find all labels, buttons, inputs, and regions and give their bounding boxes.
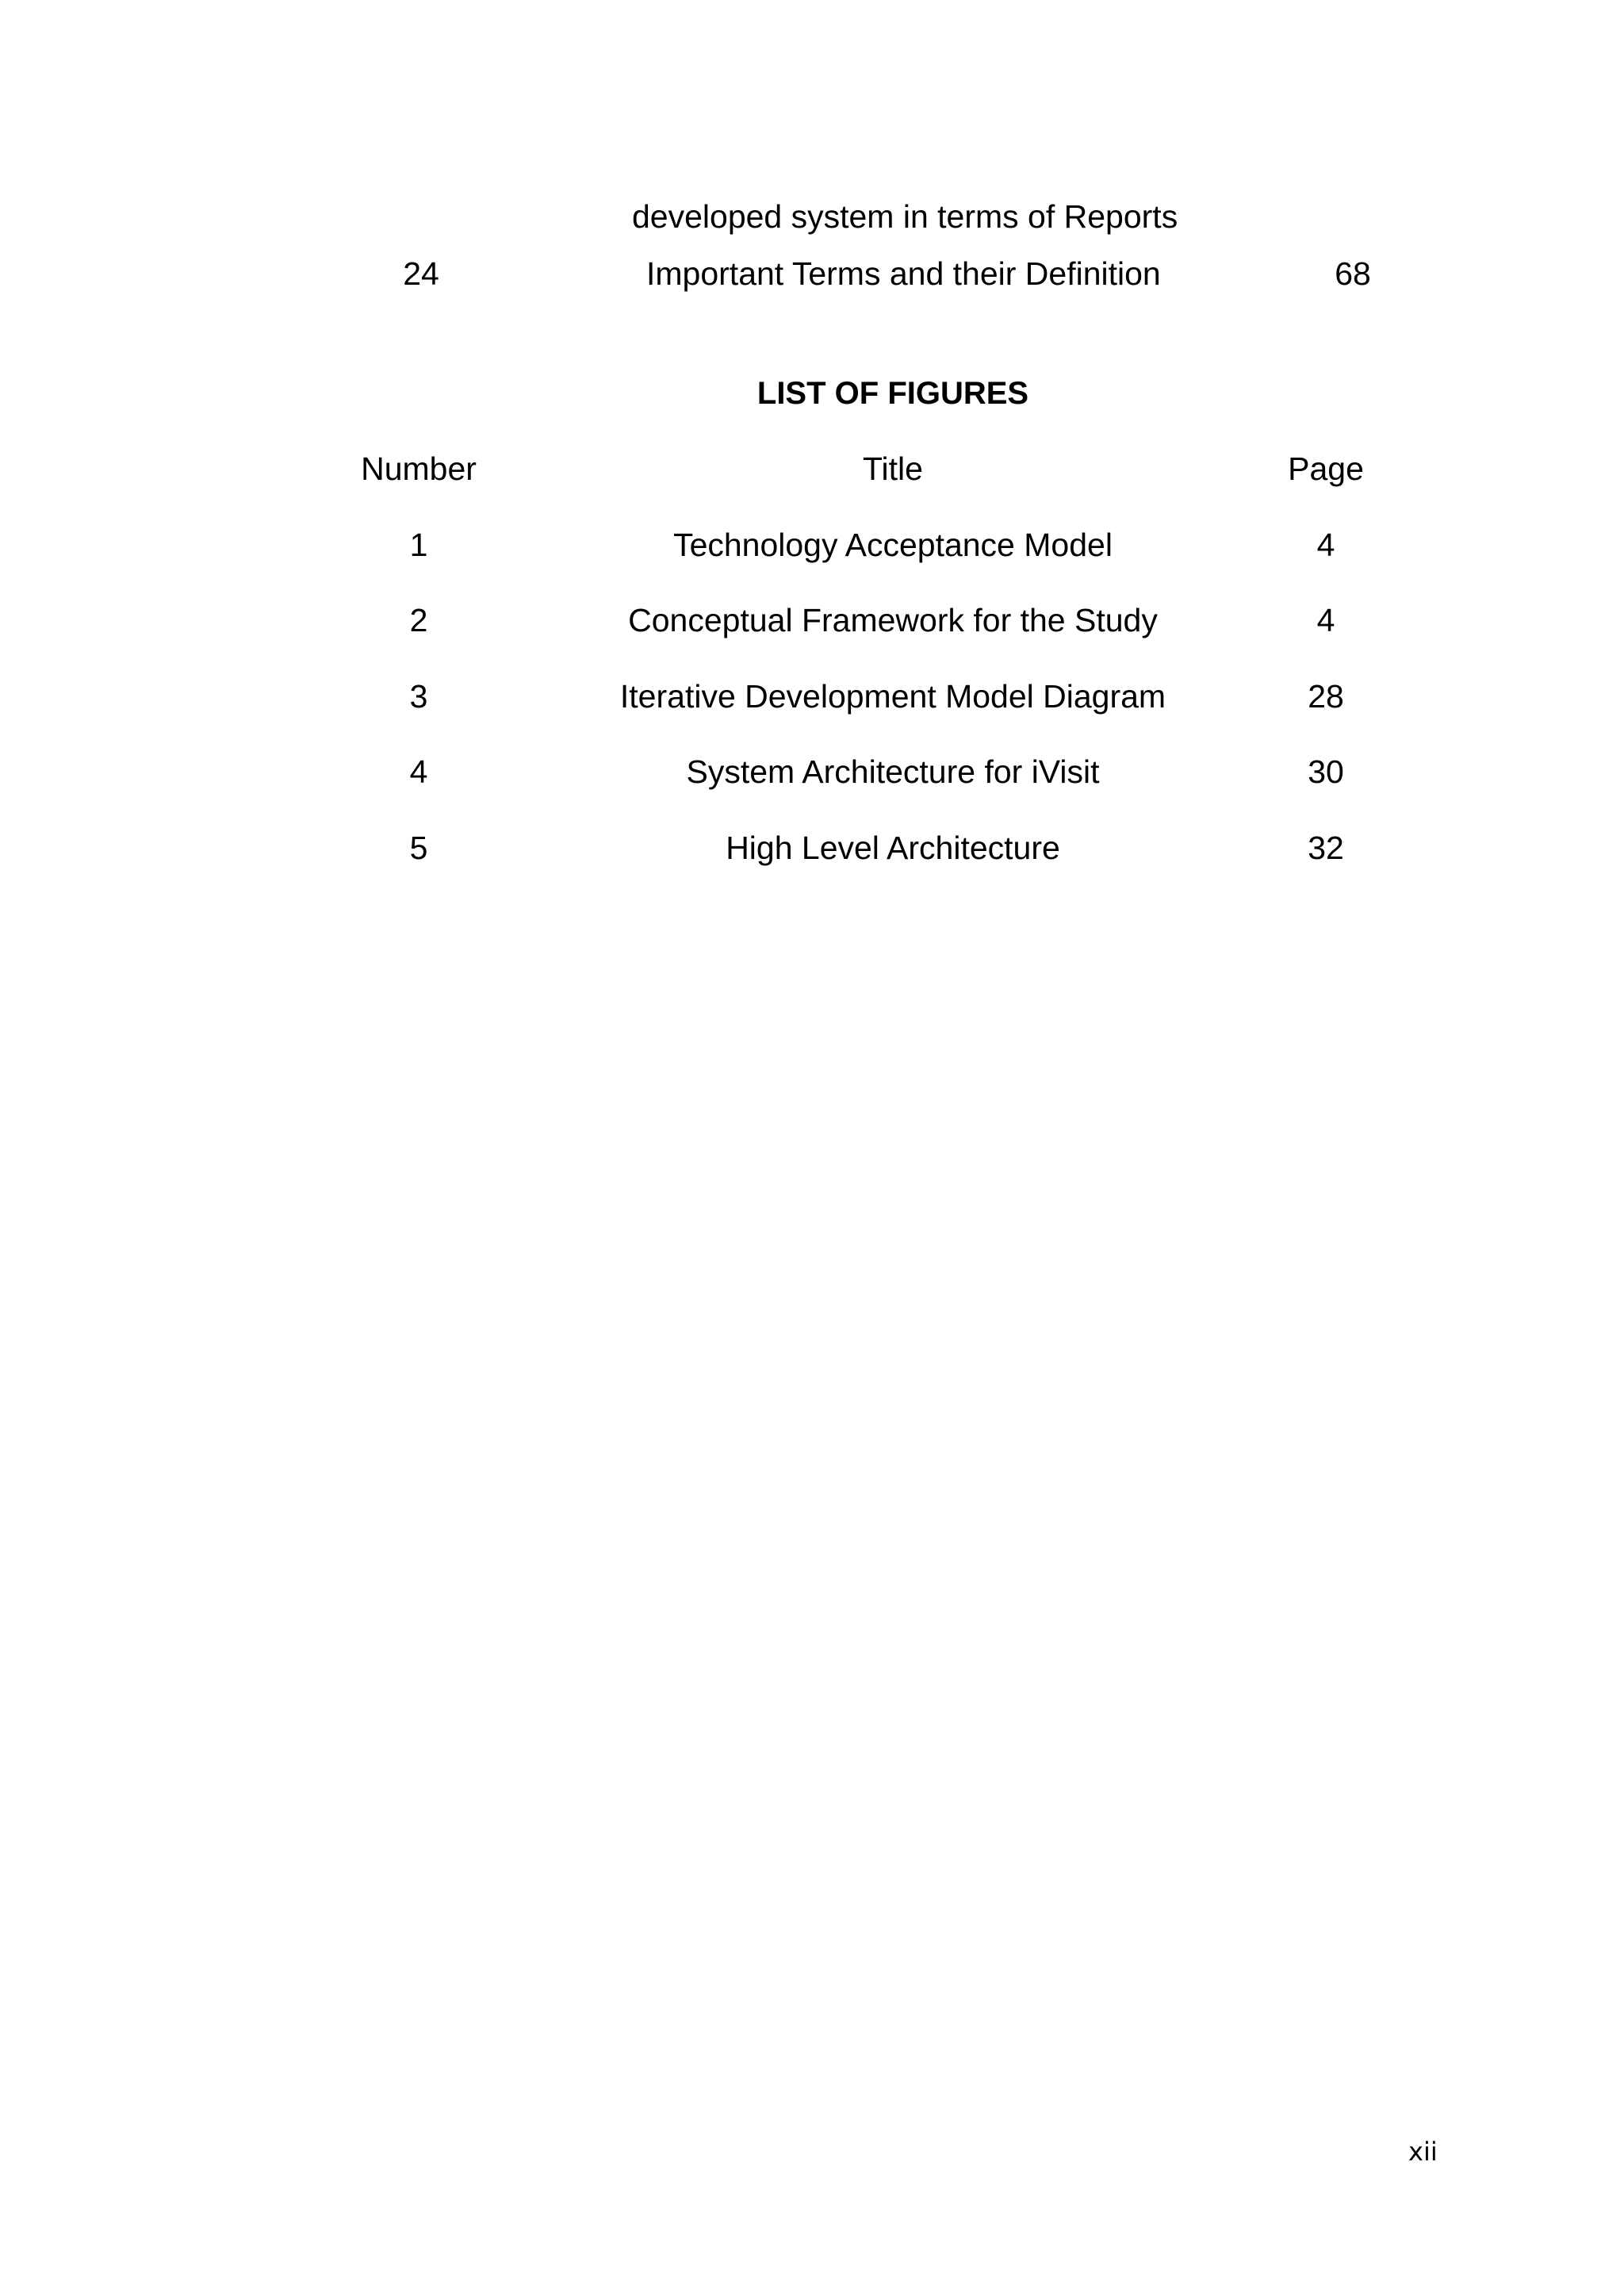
figure-title: Technology Acceptance Model	[673, 527, 1113, 563]
figure-title: Iterative Development Model Diagram	[619, 678, 1166, 715]
figure-number: 4	[409, 753, 428, 790]
figure-number: 2	[409, 602, 428, 638]
column-header-page: Page	[1288, 450, 1364, 487]
column-header-number: Number	[361, 450, 477, 487]
page-number: xii	[1408, 2137, 1438, 2167]
figure-title: Conceptual Framework for the Study	[628, 602, 1158, 638]
figure-number: 3	[409, 678, 428, 715]
table-row-title: Important Terms and their Definition	[646, 255, 1161, 292]
continuation-title-line: developed system in terms of Reports	[632, 198, 1178, 235]
figure-number: 1	[409, 527, 428, 563]
table-row-page: 68	[1335, 255, 1371, 292]
figure-page: 28	[1308, 678, 1344, 715]
figure-page: 32	[1308, 830, 1344, 866]
figure-title: High Level Architecture	[726, 830, 1060, 866]
figure-page: 4	[1316, 602, 1335, 638]
figure-page: 30	[1308, 753, 1344, 790]
figure-title: System Architecture for iVisit	[686, 753, 1100, 790]
list-of-figures-heading: LIST OF FIGURES	[756, 376, 1029, 411]
table-row-number: 24	[403, 255, 439, 292]
column-header-title: Title	[863, 450, 923, 487]
figure-page: 4	[1316, 527, 1335, 563]
figure-number: 5	[409, 830, 428, 866]
